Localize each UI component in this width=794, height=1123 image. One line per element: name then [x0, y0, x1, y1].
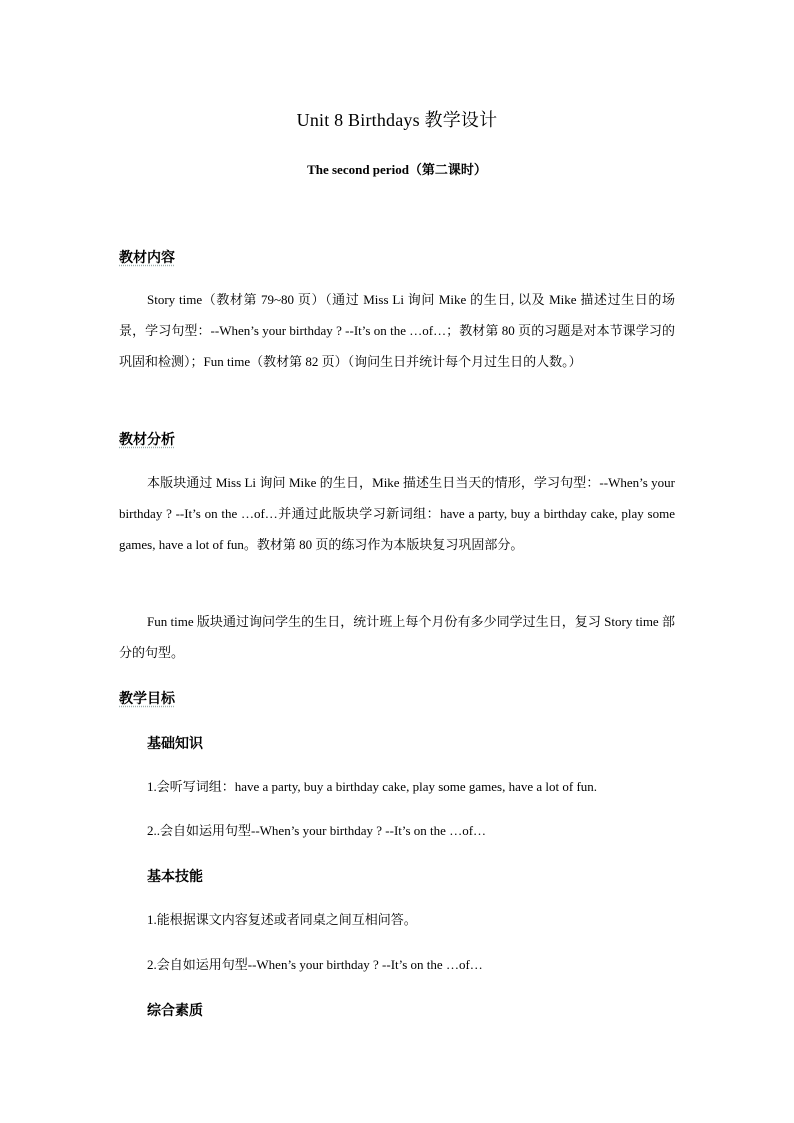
analysis-paragraph-2: Fun time 版块通过询问学生的生日，统计班上每个月份有多少同学过生日，复习 Story time 部分的句型。 — [119, 614, 675, 660]
knowledge-item-2: 2..会自如运用句型--When’s your birthday ? --It’s on the …of… — [147, 823, 487, 838]
section-heading-analysis: 教材分析 — [119, 432, 175, 448]
skills-item-2: 2.会自如运用句型--When’s your birthday ? --It’s on the …of… — [147, 957, 483, 972]
document-title: Unit 8 Birthdays 教学设计 — [296, 110, 498, 130]
section-heading-content: 教材内容 — [119, 250, 175, 266]
skills-item-1: 1.能根据课文内容复述或者同桌之间互相问答。 — [147, 912, 417, 927]
content-paragraph: Story time（教材第 79~80 页）（通过 Miss Li 询问 Mike 的生日, 以及 Mike 描述过生日的场景，学习句型：--When’s your birthday ? --It’s on the …of…；教材第 80 页的习题是对本节课学习的巩固和检测）；Fun time（教材第 82 页）（询问生日并统计每个月过生日的人数。） — [119, 292, 675, 369]
analysis-paragraph-1: 本版块通过 Miss Li 询问 Mike 的生日，Mike 描述生日当天的情形，学习句型：--When’s your birthday ? --It’s on the …of…并通过此版块学习新词组：have a party, buy a birthday cake, play some games, have a lot of fun。教材第 80 页的练习作为本版块复习巩固部分。 — [119, 475, 675, 552]
subheading-skills: 基本技能 — [147, 869, 203, 885]
subheading-knowledge: 基础知识 — [147, 736, 203, 752]
knowledge-item-1: 1.会听写词组：have a party, buy a birthday cake, play some games, have a lot of fun. — [147, 779, 598, 794]
subheading-quality: 综合素质 — [147, 1003, 203, 1019]
document-subtitle: The second period（第二课时） — [307, 162, 487, 177]
section-heading-objectives: 教学目标 — [119, 691, 175, 707]
